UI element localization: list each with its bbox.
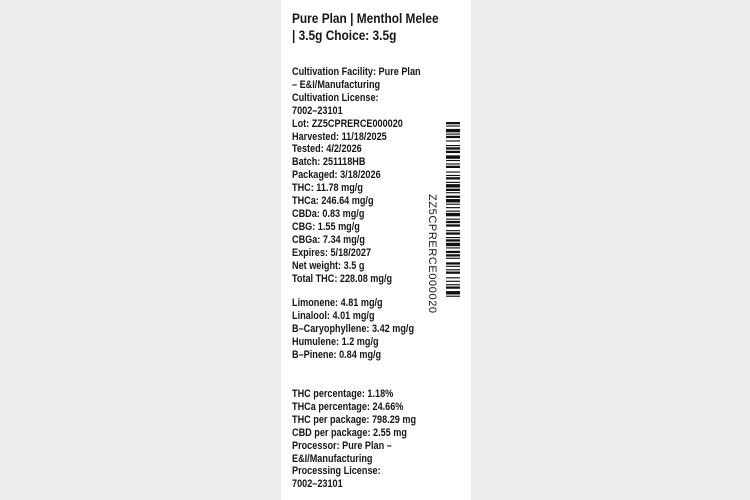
barcode-bar	[446, 189, 460, 191]
barcode-bar	[446, 199, 460, 202]
barcode-bar	[446, 213, 460, 216]
barcode-bar	[446, 166, 460, 168]
detail-line: CBG: 1.55 mg/g	[292, 220, 360, 233]
terpene-list	[292, 297, 447, 362]
product-title	[292, 10, 446, 44]
barcode-bar	[446, 239, 460, 241]
terpene-line: Humulene: 1.2 mg/g	[292, 335, 379, 348]
summary-line: E&I/Manufacturing	[292, 452, 373, 465]
barcode-bar	[446, 243, 460, 246]
barcode-bar	[446, 196, 460, 198]
barcode-bar	[446, 211, 460, 212]
terpene-line: B–Pinene: 0.84 mg/g	[292, 348, 382, 361]
barcode-bar	[446, 129, 460, 132]
barcode-bar	[446, 277, 460, 278]
barcode-bar	[446, 160, 460, 161]
summary-line: THC per package: 798.29 mg	[292, 413, 417, 426]
terpene-line: Limonene: 4.81 mg/g	[292, 297, 383, 309]
barcode-bar	[446, 122, 460, 124]
detail-line: Lot: ZZ5CPRERCE000020	[292, 117, 403, 130]
barcode-bar	[446, 296, 460, 297]
barcode-bar	[446, 140, 460, 141]
barcode-bar	[446, 269, 460, 270]
barcode-bar	[446, 266, 460, 267]
summary-line: Processor: Pure Plan –	[292, 439, 392, 452]
barcode-bar	[446, 145, 460, 146]
barcode-bar	[446, 192, 460, 193]
barcode-bar	[446, 175, 460, 176]
detail-line: Cultivation License:	[292, 91, 379, 104]
detail-line: CBGa: 7.34 mg/g	[292, 233, 365, 246]
detail-line: THCa: 246.64 mg/g	[292, 195, 374, 208]
detail-line: Cultivation Facility: Pure Plan	[292, 66, 421, 78]
barcode-bar	[446, 155, 460, 158]
detail-line: THC: 11.78 mg/g	[292, 182, 363, 195]
barcode-bar	[446, 237, 460, 238]
product-title-line-1: Pure Plan | Menthol Melee	[292, 11, 439, 26]
detail-line: CBDa: 0.83 mg/g	[292, 207, 365, 220]
barcode-bar	[446, 224, 460, 226]
barcode-bar	[446, 286, 460, 288]
barcode-bar	[446, 230, 460, 231]
product-label	[281, 0, 471, 500]
barcode-bar	[446, 182, 460, 183]
summary-line: THCa percentage: 24.66%	[292, 400, 404, 413]
detail-line: – E&I/Manufacturing	[292, 78, 381, 91]
barcode-bar	[446, 272, 460, 274]
barcode-bar	[446, 134, 460, 135]
label-summary	[292, 388, 447, 491]
barcode-bar	[446, 254, 460, 256]
barcode-bar	[446, 163, 460, 164]
summary-line: THC percentage: 1.18%	[292, 388, 394, 400]
barcode-bar	[446, 232, 460, 234]
barcode-bar	[446, 184, 460, 187]
barcode-caption	[426, 194, 442, 324]
summary-line: Processing License:	[292, 465, 381, 478]
barcode-bar	[446, 284, 460, 285]
barcode-bar	[446, 219, 460, 220]
barcode-bar	[446, 247, 460, 248]
detail-line: Total THC: 228.08 mg/g	[292, 272, 393, 285]
barcode-bar	[446, 262, 460, 264]
barcode-image	[446, 122, 460, 384]
barcode-bar	[446, 221, 460, 223]
barcode-bar	[446, 204, 460, 205]
barcode-bar	[446, 291, 460, 294]
detail-line: Tested: 4/2/2026	[292, 143, 362, 156]
summary-line: CBD per package: 2.55 mg	[292, 426, 407, 439]
barcode-bar	[446, 177, 460, 179]
detail-line: 7002–23101	[292, 104, 343, 117]
summary-line: 7002–23101	[292, 478, 343, 491]
detail-line: Batch: 251118HB	[292, 156, 366, 169]
terpene-line: B–Caryophyllene: 3.42 mg/g	[292, 322, 415, 335]
barcode-bar	[446, 281, 460, 282]
barcode-bar	[446, 136, 460, 138]
barcode-bar	[446, 258, 460, 259]
detail-line: Harvested: 11/18/2025	[292, 130, 387, 143]
detail-line: Net weight: 3.5 g	[292, 259, 365, 272]
barcode-bar	[446, 251, 460, 253]
detail-line: Packaged: 3/18/2026	[292, 169, 381, 182]
label-details	[292, 66, 447, 285]
barcode-bar	[446, 207, 460, 208]
product-title-line-2: | 3.5g Choice: 3.5g	[292, 28, 397, 43]
terpene-line: Linalool: 4.01 mg/g	[292, 309, 375, 322]
barcode-bar	[446, 171, 460, 172]
barcode-bar	[446, 125, 460, 126]
barcode-lot-text: ZZ5CPRERCE000020	[426, 194, 438, 314]
detail-line: Expires: 5/18/2027	[292, 246, 372, 259]
barcode-bar	[446, 151, 460, 153]
barcode-bar	[446, 147, 460, 149]
